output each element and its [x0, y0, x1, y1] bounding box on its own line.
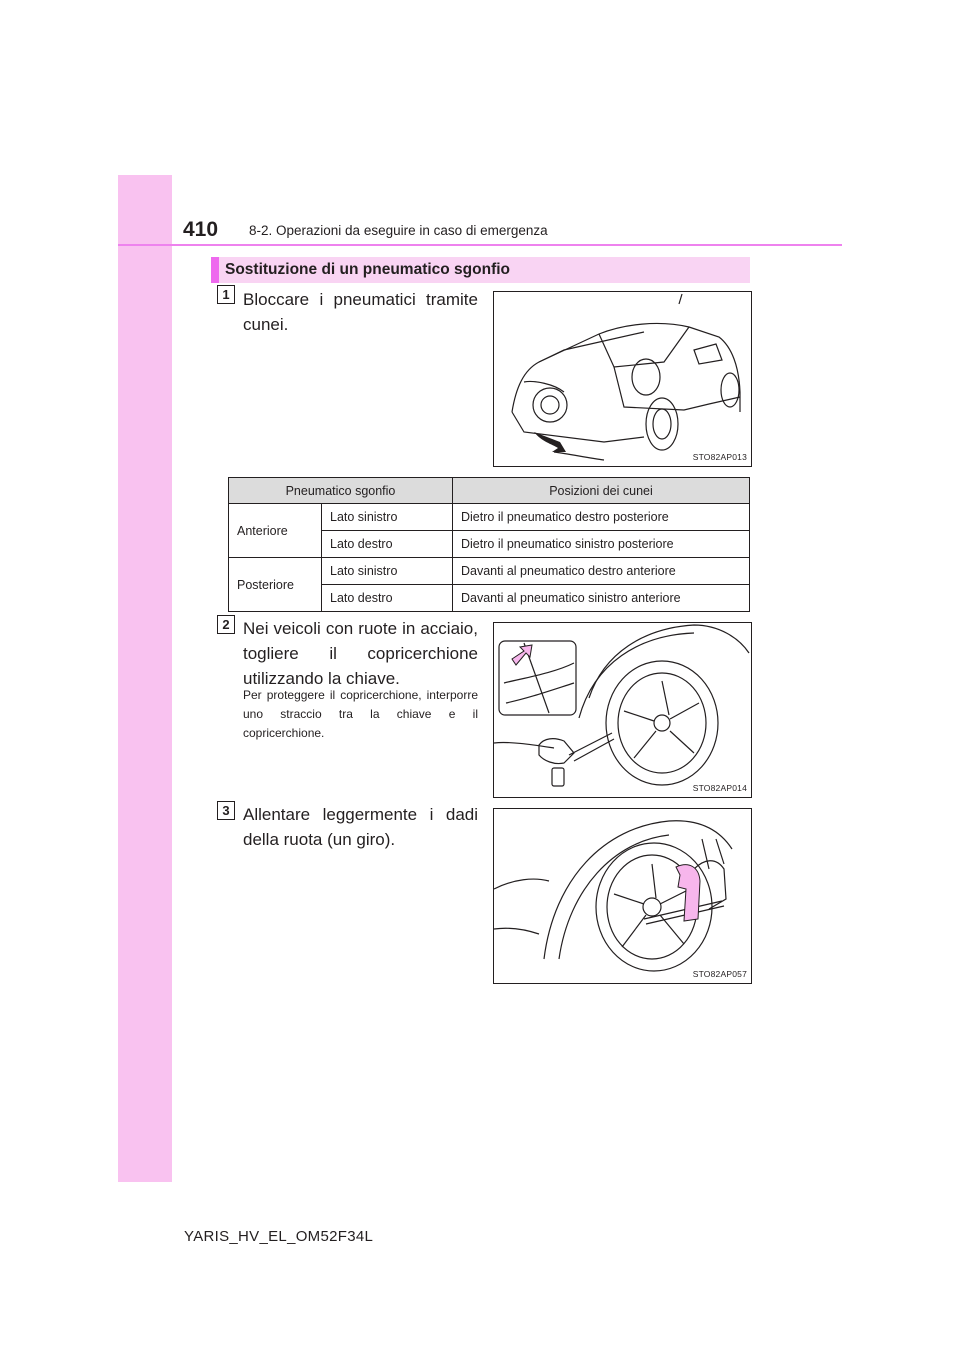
- step-1-text: Bloccare i pneumatici tramite cunei.: [243, 290, 478, 334]
- column-header-wedge-positions: Posizioni dei cunei: [453, 478, 750, 504]
- table-cell-position: Davanti al pneumatico destro anteriore: [453, 558, 750, 585]
- table-cell-side: Lato sinistro: [322, 504, 453, 531]
- table-row: [229, 558, 750, 585]
- table-cell-position: Dietro il pneumatico destro posteriore: [453, 504, 750, 531]
- procedure-heading-text: Sostituzione di un pneumatico sgonfio: [225, 261, 511, 278]
- figure-remove-wheel-cap: [493, 622, 752, 798]
- group-label-rear: Posteriore: [229, 558, 322, 612]
- table-cell-side: Lato destro: [322, 585, 453, 612]
- wedge-positions-table: [228, 477, 750, 612]
- group-label-front: Anteriore: [229, 504, 322, 558]
- side-tab-strip: [118, 175, 172, 1182]
- figure-3-code: STO82AP057: [692, 969, 747, 979]
- page-number: 410: [183, 218, 219, 241]
- step-3-number: 3: [217, 801, 235, 820]
- step-2-text: Nei veicoli con ruote in acciaio, togliere il copricerchione utilizzando la chiave.: [243, 619, 478, 688]
- section-title: 8-2. Operazioni da eseguire in caso di emergenza: [249, 223, 548, 238]
- procedure-heading: [211, 257, 750, 283]
- car-illustration: [494, 292, 751, 466]
- step-2-note: Per proteggere il copricerchione, interporre uno straccio tra la chiave e il copricerchione.: [243, 688, 478, 740]
- table-cell-side: Lato destro: [322, 531, 453, 558]
- table-cell-side: Lato sinistro: [322, 558, 453, 585]
- figure-car-wedges: [493, 291, 752, 467]
- wheel-nuts-illustration: [494, 809, 751, 983]
- figure-2-code: STO82AP014: [692, 783, 747, 793]
- column-header-flat-tire: Pneumatico sgonfio: [229, 478, 453, 504]
- step-3-text: Allentare leggermente i dadi della ruota (un giro).: [243, 805, 478, 849]
- header-rule: [118, 244, 842, 246]
- step-1-number: 1: [217, 285, 235, 304]
- document-code-footer: YARIS_HV_EL_OM52F34L: [184, 1228, 374, 1245]
- table-cell-position: Davanti al pneumatico sinistro anteriore: [453, 585, 750, 612]
- table-header-row: [229, 478, 750, 504]
- table-row: [229, 504, 750, 531]
- heading-accent: [211, 257, 219, 283]
- wheel-cap-illustration: [494, 623, 751, 797]
- figure-1-code: STO82AP013: [692, 452, 747, 462]
- table-cell-position: Dietro il pneumatico sinistro posteriore: [453, 531, 750, 558]
- figure-loosen-wheel-nuts: [493, 808, 752, 984]
- step-2-number: 2: [217, 615, 235, 634]
